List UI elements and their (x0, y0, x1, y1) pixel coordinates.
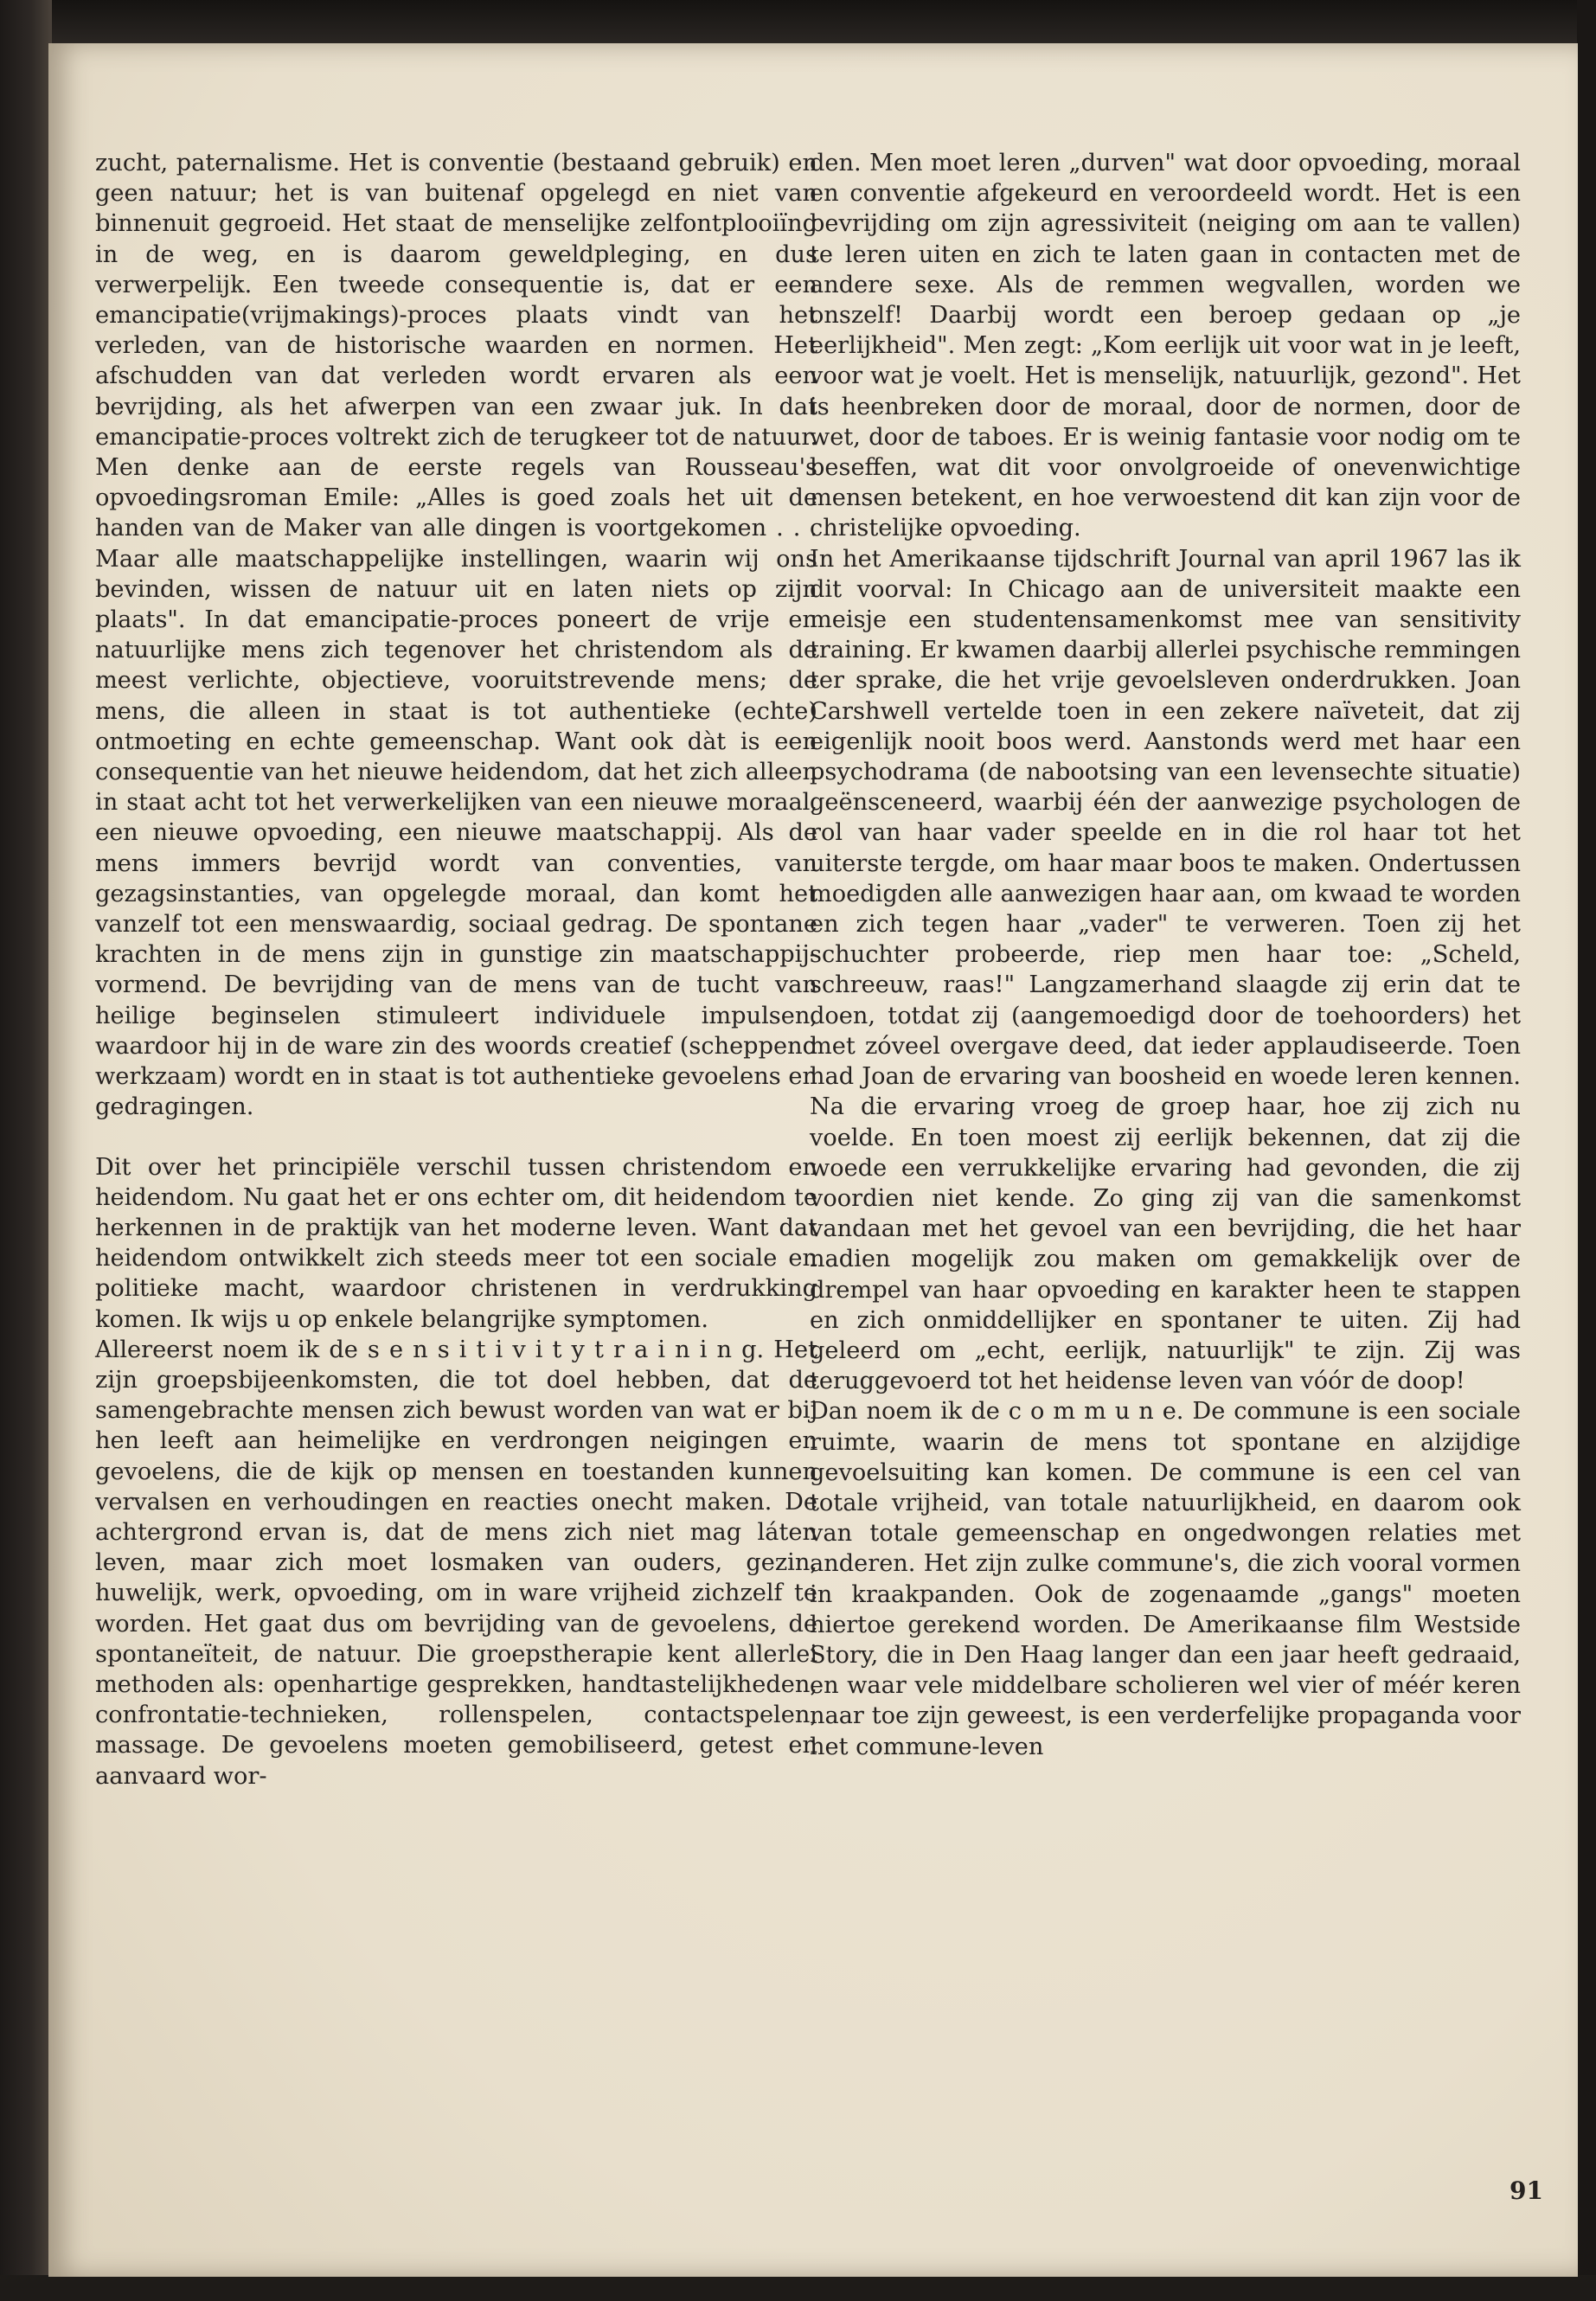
scan-border-right (1577, 0, 1596, 2301)
right-column (810, 148, 1521, 1762)
page-number: 91 (1509, 2176, 1543, 2205)
book-page (48, 43, 1578, 2277)
left-column (95, 148, 817, 1791)
left-paragraph-2: Dit over het principiële verschil tussen christendom en heidendom. Nu gaat het er ons echter om, dit heidendom te herkennen in de praktijk van het moderne leven. Want dat heidendom ontwikkelt zich steeds meer tot een sociale en politieke macht, waardoor christenen in verdrukking komen. Ik wijs u op enkele belangrijke symptomen. (95, 1153, 817, 1333)
right-paragraph-1: den. Men moet leren „durven" wat door opvoeding, moraal en conventie afgekeurd en veroordeeld wordt. Het is een bevrijding om zijn agressiviteit (neiging om aan te vallen) te leren uiten en zich te laten gaan in contacten met de andere sexe. Als de remmen wegvallen, worden we onszelf! Daarbij wordt een beroep gedaan op „je eerlijkheid". Men zegt: „Kom eerlijk uit voor wat in je leeft, voor wat je voelt. Het is menselijk, natuurlijk, gezond". Het is heenbreken door de moraal, door de normen, door de wet, door de taboes. Er is weinig fantasie voor nodig om te beseffen, wat dit voor onvolgroeide of onevenwichtige mensen betekent, en hoe verwoestend dit kan zijn voor de christelijke opvoeding. (810, 150, 1521, 542)
scan-border-left (0, 0, 52, 2301)
right-paragraph-3: Dan noem ik de c o m m u n e. De commune is een sociale ruimte, waarin de mens tot spontane en alzijdige gevoelsuiting kan komen. De commune is een cel van totale vrijheid, van totale natuurlijkheid, en daarom ook van totale gemeenschap en ongedwongen relaties met anderen. Het zijn zulke commune's, die zich vooral vormen in kraakpanden. Ook de zogenaamde „gangs" moeten hiertoe gerekend worden. De Amerikaanse film Westside Story, die in Den Haag langer dan een jaar heeft gedraaid, en waar vele middelbare scholieren wel vier of méér keren naar toe zijn geweest, is een verderfelijke propaganda voor het commune-leven (810, 1398, 1521, 1760)
right-paragraph-2: In het Amerikaanse tijdschrift Journal van april 1967 las ik dit voorval: In Chicago aan de universiteit maakte een meisje een studentensamenkomst mee van sensitivity training. Er kwamen daarbij allerlei psychische remmingen ter sprake, die het vrije gevoelsleven onderdrukken. Joan Carshwell vertelde toen in een zekere naïveteit, dat zij eigenlijk nooit boos werd. Aanstonds werd met haar een psychodrama (de nabootsing van een levensechte situatie) geënsceneerd, waarbij één der aanwezige psychologen de rol van haar vader speelde en in die rol haar tot het uiterste tergde, om haar maar boos te maken. Ondertussen moedigden alle aanwezigen haar aan, om kwaad te worden en zich tegen haar „vader" te verweren. Toen zij het schuchter probeerde, riep men haar toe: „Scheld, schreeuw, raas!" Langzamerhand slaagde zij erin dat te doen, totdat zij (aangemoedigd door de toehoorders) het met zóveel overgave deed, dat ieder applaudiseerde. Toen had Joan de ervaring van boosheid en woede leren kennen. Na die ervaring vroeg de groep haar, hoe zij zich nu voelde. En toen moest zij eerlijk bekennen, dat zij die woede een verrukkelijke ervaring had gevonden, die zij voordien niet kende. Zo ging zij van die samenkomst vandaan met het gevoel van een bevrijding, die het haar nadien mogelijk zou maken om gemakkelijk over de drempel van haar opvoeding en karakter heen te stappen en zich onmiddellijker en spontaner te uiten. Zij had geleerd om „echt, eerlijk, natuurlijk" te zijn. Zij was teruggevoerd tot het heidense leven van vóór de doop! (810, 545, 1521, 1395)
scan-border-bottom (0, 2275, 1596, 2301)
scan-border-top (0, 0, 1596, 45)
left-paragraph-1: zucht, paternalisme. Het is conventie (bestaand gebruik) en geen natuur; het is van buitenaf opgelegd en niet van binnenuit gegroeid. Het staat de menselijke zelfontplooiïng in de weg, en is daarom geweldpleging, en dus verwerpelijk. Een tweede consequentie is, dat er een emancipatie(vrijmakings)-proces plaats vindt van het verleden, van de historische waarden en normen. Het afschudden van dat verleden wordt ervaren als een bevrijding, als het afwerpen van een zwaar juk. In dat emancipatie-proces voltrekt zich de terugkeer tot de natuur. Men denke aan de eerste regels van Rousseau's opvoedingsroman Emile: „Alles is goed zoals het uit de handen van de Maker van alle dingen is voortgekomen . . . Maar alle maatschappelijke instellingen, waarin wij ons bevinden, wissen de natuur uit en laten niets op zijn plaats". In dat emancipatie-proces poneert de vrije en natuurlijke mens zich tegenover het christendom als de meest verlichte, objectieve, vooruitstrevende mens; de mens, die alleen in staat is tot authentieke (echte) ontmoeting en echte gemeenschap. Want ook dàt is een consequentie van het nieuwe heidendom, dat het zich alleen in staat acht tot het verwerkelijken van een nieuwe moraal, een nieuwe opvoeding, een nieuwe maatschappij. Als de mens immers bevrijd wordt van conventies, van gezagsinstanties, van opgelegde moraal, dan komt het vanzelf tot een menswaardig, sociaal gedrag. De spontane krachten in de mens zijn in gunstige zin maatschappij-vormend. De bevrijding van de mens van de tucht van heilige beginselen stimuleert individuele impulsen, waardoor hij in de ware zin des woords creatief (scheppend werkzaam) wordt en in staat is tot authentieke gevoelens en gedragingen. (95, 150, 817, 1121)
left-paragraph-3: Allereerst noem ik de s e n s i t i v i t y t r a i n i n g. Het zijn groepsbijeenkomsten, die tot doel hebben, dat de samengebrachte mensen zich bewust worden van wat er bij hen leeft aan heimelijke en verdrongen neigingen en gevoelens, die de kijk op mensen en toestanden kunnen vervalsen en verhoudingen en reacties onecht maken. De achtergrond ervan is, dat de mens zich niet mag láten leven, maar zich moet losmaken van ouders, gezin, huwelijk, werk, opvoeding, om in ware vrijheid zichzelf te worden. Het gaat dus om bevrijding van de gevoelens, de spontaneïteit, de natuur. Die groepstherapie kent allerlei methoden als: openhartige gesprekken, handtastelijkheden, confrontatie-technieken, rollenspelen, contactspelen, massage. De gevoelens moeten gemobiliseerd, getest en aanvaard wor- (95, 1336, 817, 1790)
